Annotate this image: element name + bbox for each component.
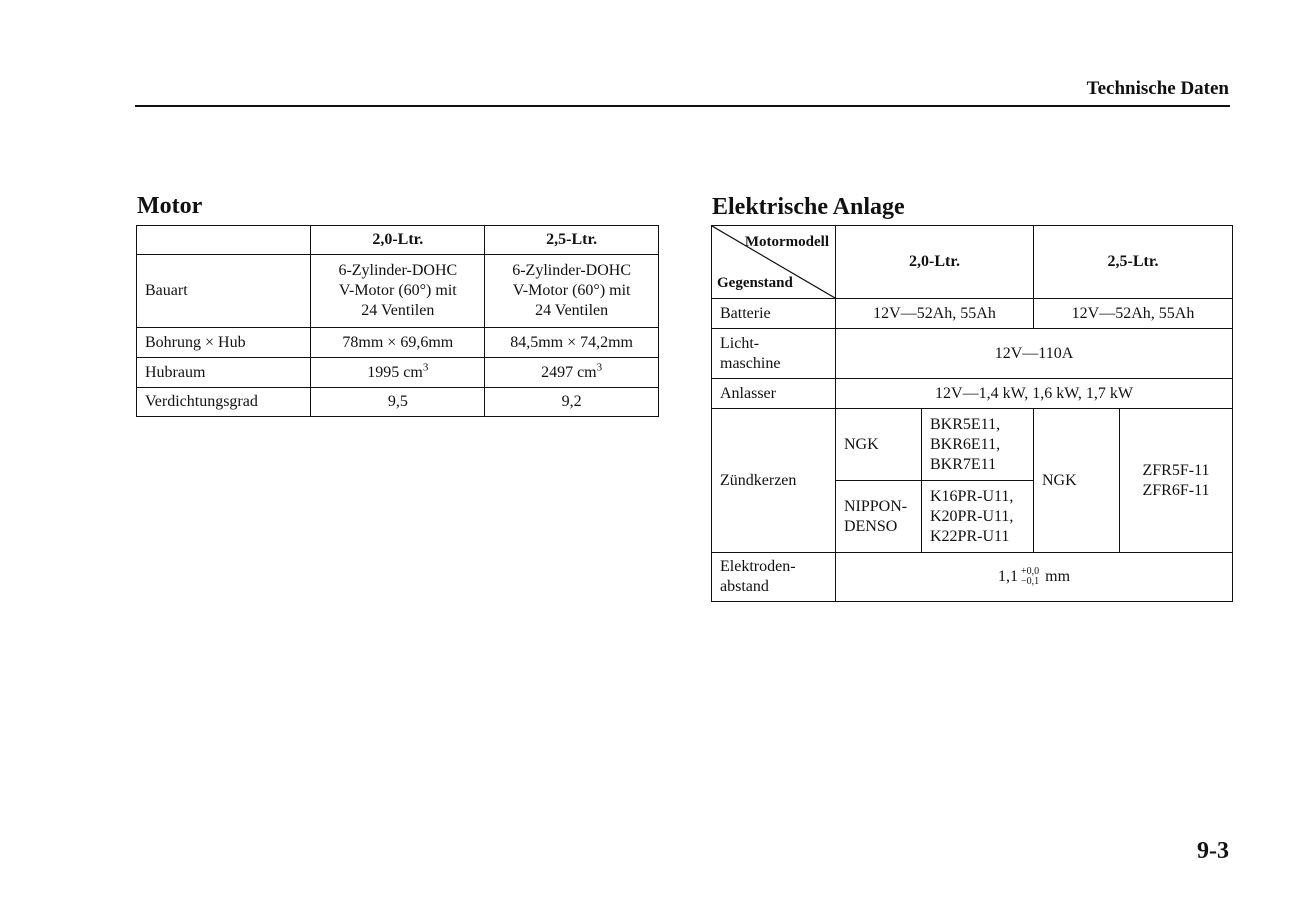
label-line: Elektroden-	[720, 558, 796, 575]
zuendkerzen-maker-nippondenso	[836, 481, 922, 553]
elektrik-row-label: Anlasser	[712, 379, 836, 409]
motor-row-bohrung	[137, 328, 659, 358]
elektrik-row-batterie	[712, 299, 1233, 329]
type-line: ZFR6F-11	[1142, 481, 1210, 499]
elektrik-row-anlasser	[712, 379, 1233, 409]
motor-cell-bauart-25	[485, 255, 659, 328]
page-number: 9-3	[1197, 838, 1229, 864]
motor-cell-bohrung-25: 84,5mm × 74,2mm	[485, 328, 659, 358]
cell-line: 6-Zylinder-DOHC	[512, 262, 631, 279]
motor-cell-verdichtung-20: 9,5	[311, 388, 485, 417]
motor-cell-hubraum-25	[485, 358, 659, 388]
tolerance-minus: −0,1	[1020, 576, 1040, 588]
motor-col-25: 2,5-Ltr.	[485, 226, 659, 255]
type-line: BKR6E11,	[930, 435, 1001, 453]
elektrik-col-25: 2,5-Ltr.	[1034, 226, 1233, 299]
cell-line: 24 Ventilen	[535, 302, 609, 319]
elektrik-row-elektrodenabstand	[712, 553, 1233, 602]
motor-cell-bohrung-20: 78mm × 69,6mm	[311, 328, 485, 358]
anlasser-value: 12V—1,4 kW, 1,6 kW, 1,7 kW	[836, 379, 1233, 409]
motor-header-row	[137, 226, 659, 255]
cell-line: V-Motor (60°) mit	[512, 282, 631, 299]
elektrik-row-label	[712, 553, 836, 602]
hubraum-value: 1995 cm	[367, 363, 423, 381]
type-line: BKR5E11,	[930, 415, 1001, 433]
motor-col-20: 2,0-Ltr.	[311, 226, 485, 255]
elektrik-row-label	[712, 329, 836, 379]
motor-row-bauart	[137, 255, 659, 328]
label-line: abstand	[720, 578, 769, 595]
elektrik-row-zuendkerzen-ngk	[712, 409, 1233, 481]
elektrik-row-label: Batterie	[712, 299, 836, 329]
motor-corner-cell	[137, 226, 311, 255]
elektrik-col-20: 2,0-Ltr.	[836, 226, 1034, 299]
tolerance-plus: +0,0	[1020, 566, 1040, 578]
motor-cell-hubraum-20	[311, 358, 485, 388]
motor-row-label: Bohrung × Hub	[137, 328, 311, 358]
lichtmaschine-value: 12V—110A	[836, 329, 1233, 379]
unit-exponent: 3	[596, 361, 603, 374]
motor-row-label: Verdichtungsgrad	[137, 388, 311, 417]
zuendkerzen-maker-ngk: NGK	[836, 409, 922, 481]
motor-row-verdichtung	[137, 388, 659, 417]
cell-line: 24 Ventilen	[361, 302, 435, 319]
batterie-value-20: 12V—52Ah, 55Ah	[836, 299, 1034, 329]
label-line: maschine	[720, 354, 781, 372]
zuendkerzen-types-ngk	[922, 409, 1034, 481]
elektrodenabstand-value	[836, 553, 1233, 602]
motor-cell-verdichtung-25: 9,2	[485, 388, 659, 417]
cell-line: 6-Zylinder-DOHC	[338, 262, 458, 279]
hubraum-value: 2497 cm	[541, 363, 597, 381]
elektrik-row-label: Zündkerzen	[712, 409, 836, 553]
type-line: ZFR5F-11	[1142, 461, 1210, 479]
type-line: K20PR-U11,	[930, 507, 1014, 525]
elektrik-header-row	[712, 226, 1233, 299]
type-line: K16PR-U11,	[930, 487, 1014, 505]
header-rule	[135, 105, 1230, 107]
motor-section-title: Motor	[137, 193, 203, 219]
unit-exponent: 3	[422, 361, 429, 374]
type-line: K22PR-U11	[930, 527, 1010, 545]
motor-table	[136, 225, 659, 417]
gap-value: 1,1	[997, 567, 1018, 585]
type-line: BKR7E11	[930, 455, 997, 473]
motor-row-label: Hubraum	[137, 358, 311, 388]
motor-row-hubraum	[137, 358, 659, 388]
zuendkerzen-maker-ngk-25: NGK	[1034, 409, 1120, 553]
cell-line: V-Motor (60°) mit	[338, 282, 457, 299]
maker-line: DENSO	[844, 517, 898, 535]
motor-row-label: Bauart	[137, 255, 311, 328]
corner-label-gegenstand: Gegenstand	[717, 275, 793, 291]
elektrik-section-title: Elektrische Anlage	[712, 194, 905, 220]
corner-diagonal-cell	[712, 226, 836, 299]
elektrik-row-lichtmaschine	[712, 329, 1233, 379]
label-line: Licht-	[720, 334, 760, 352]
gap-unit: mm	[1045, 567, 1071, 585]
maker-line: NIPPON-	[844, 497, 908, 515]
header-title: Technische Daten	[1086, 78, 1229, 99]
corner-label-motormodell: Motormodell	[744, 234, 829, 250]
gap-tolerance	[1021, 567, 1039, 587]
elektrik-table	[711, 225, 1233, 602]
zuendkerzen-types-ngk-25	[1120, 409, 1233, 553]
motor-cell-bauart-20	[311, 255, 485, 328]
zuendkerzen-types-nippondenso	[922, 481, 1034, 553]
batterie-value-25: 12V—52Ah, 55Ah	[1034, 299, 1233, 329]
